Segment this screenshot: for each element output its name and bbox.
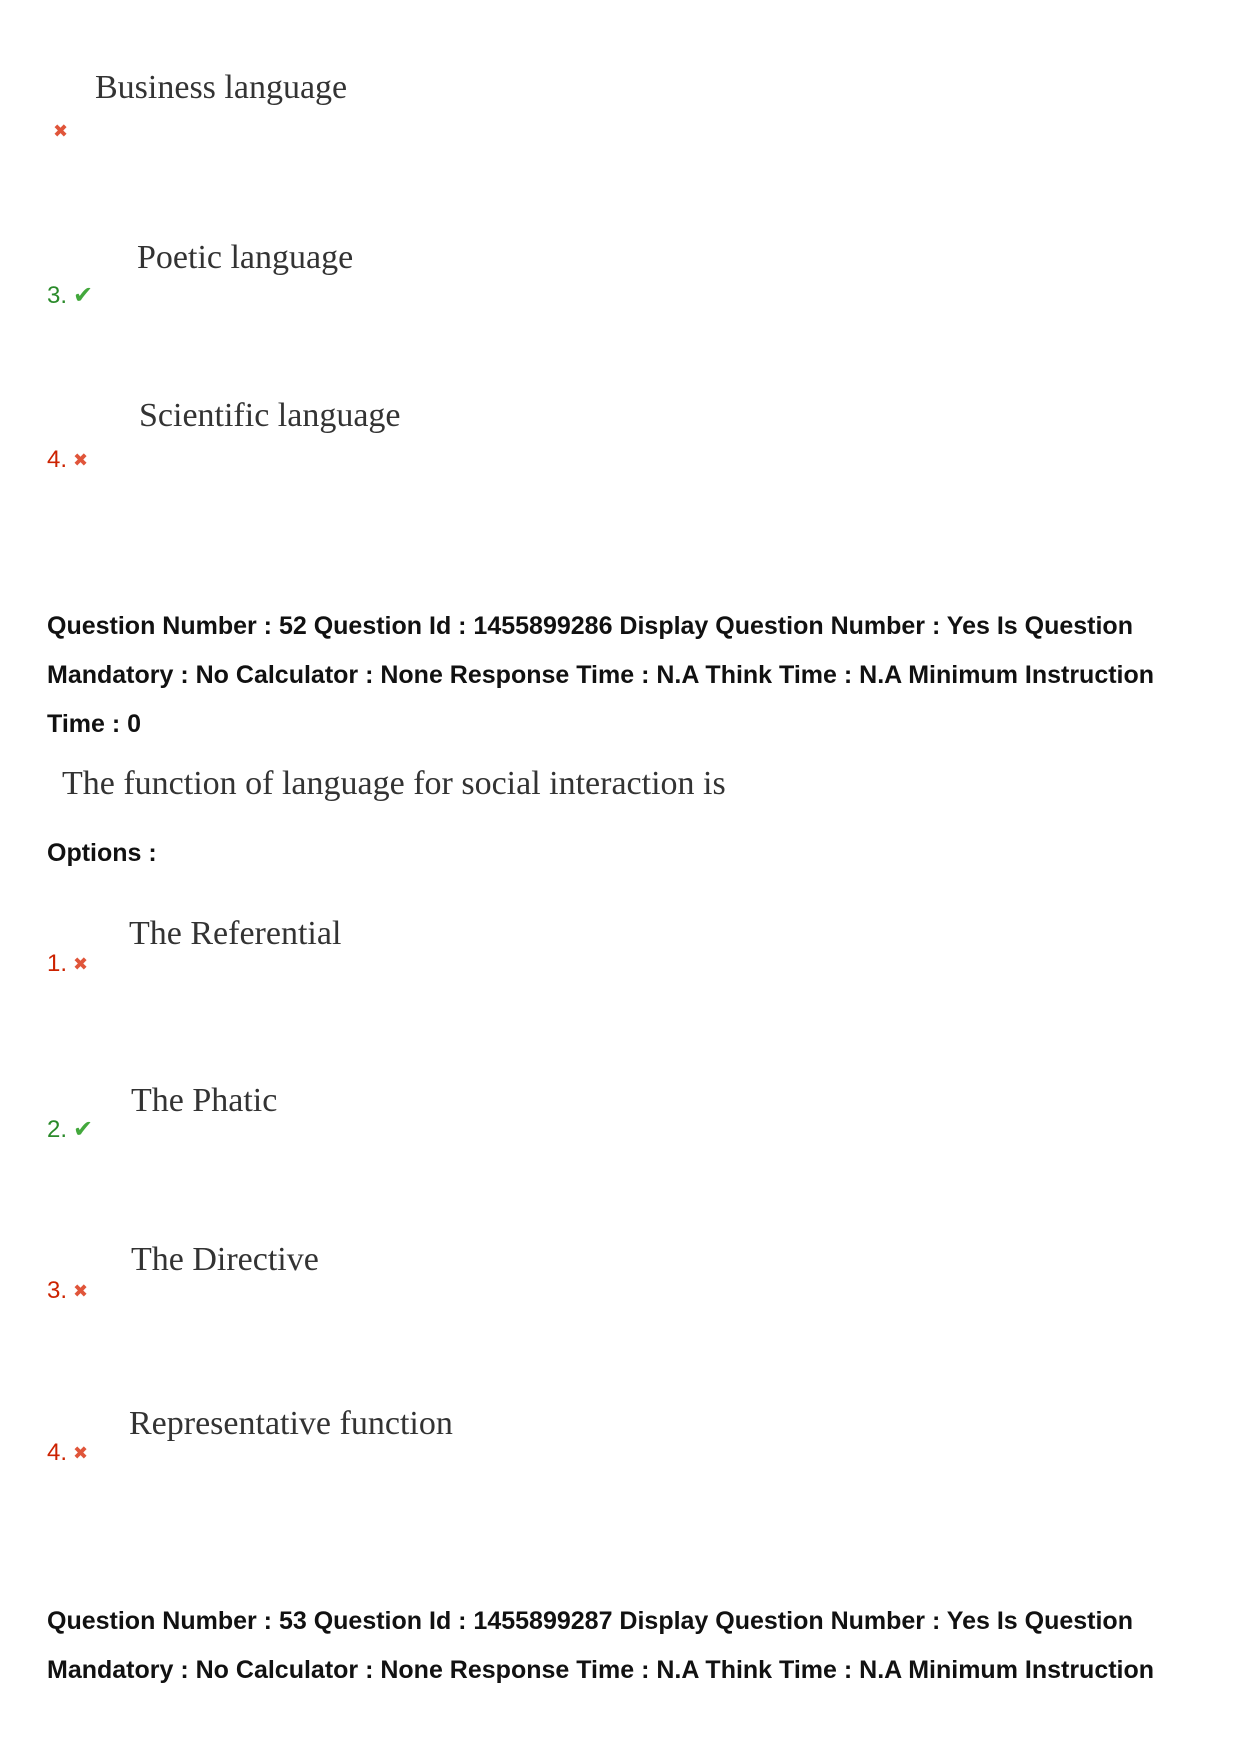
option-number: 3. (47, 1277, 68, 1304)
correct-icon: ✔ (73, 282, 94, 309)
option-marker (47, 1439, 88, 1467)
option-text: Business language (95, 69, 348, 106)
question-meta: Question Number : 52 Question Id : 1455899286 Display Question Number : Yes Is Question Mandatory : No Calculator : None Response Time : N.A Think Time : N.A Minimum Instruction Time : 0 (47, 612, 1155, 738)
option-marker (47, 950, 88, 978)
option-marker (47, 1116, 93, 1144)
option-text: The Directive (131, 1241, 319, 1278)
option-number: 1. (47, 950, 68, 977)
wrong-icon: ✖ (53, 121, 69, 141)
option-number: 4. (47, 1439, 68, 1466)
option-text: Representative function (129, 1405, 453, 1442)
question-text: The function of language for social interaction is (62, 765, 726, 802)
option-text: Scientific language (139, 397, 401, 434)
question-meta: Question Number : 53 Question Id : 1455899287 Display Question Number : Yes Is Question Mandatory : No Calculator : None Response Time : N.A Think Time : N.A Minimum Instruction (47, 1607, 1155, 1684)
wrong-icon: ✖ (73, 1281, 89, 1301)
option-number: 2. (47, 1116, 68, 1143)
option-marker (47, 117, 68, 145)
option-text: The Referential (129, 915, 342, 952)
option-number: 4. (47, 446, 68, 473)
option-text: Poetic language (137, 239, 354, 276)
correct-icon: ✔ (73, 1116, 94, 1143)
option-text: The Phatic (131, 1082, 278, 1119)
wrong-icon: ✖ (73, 450, 89, 470)
option-number: 3. (47, 282, 68, 309)
option-marker (47, 446, 88, 474)
option-marker (47, 1277, 88, 1305)
wrong-icon: ✖ (73, 1443, 89, 1463)
wrong-icon: ✖ (73, 954, 89, 974)
options-label: Options : (47, 839, 157, 867)
option-marker (47, 282, 93, 310)
